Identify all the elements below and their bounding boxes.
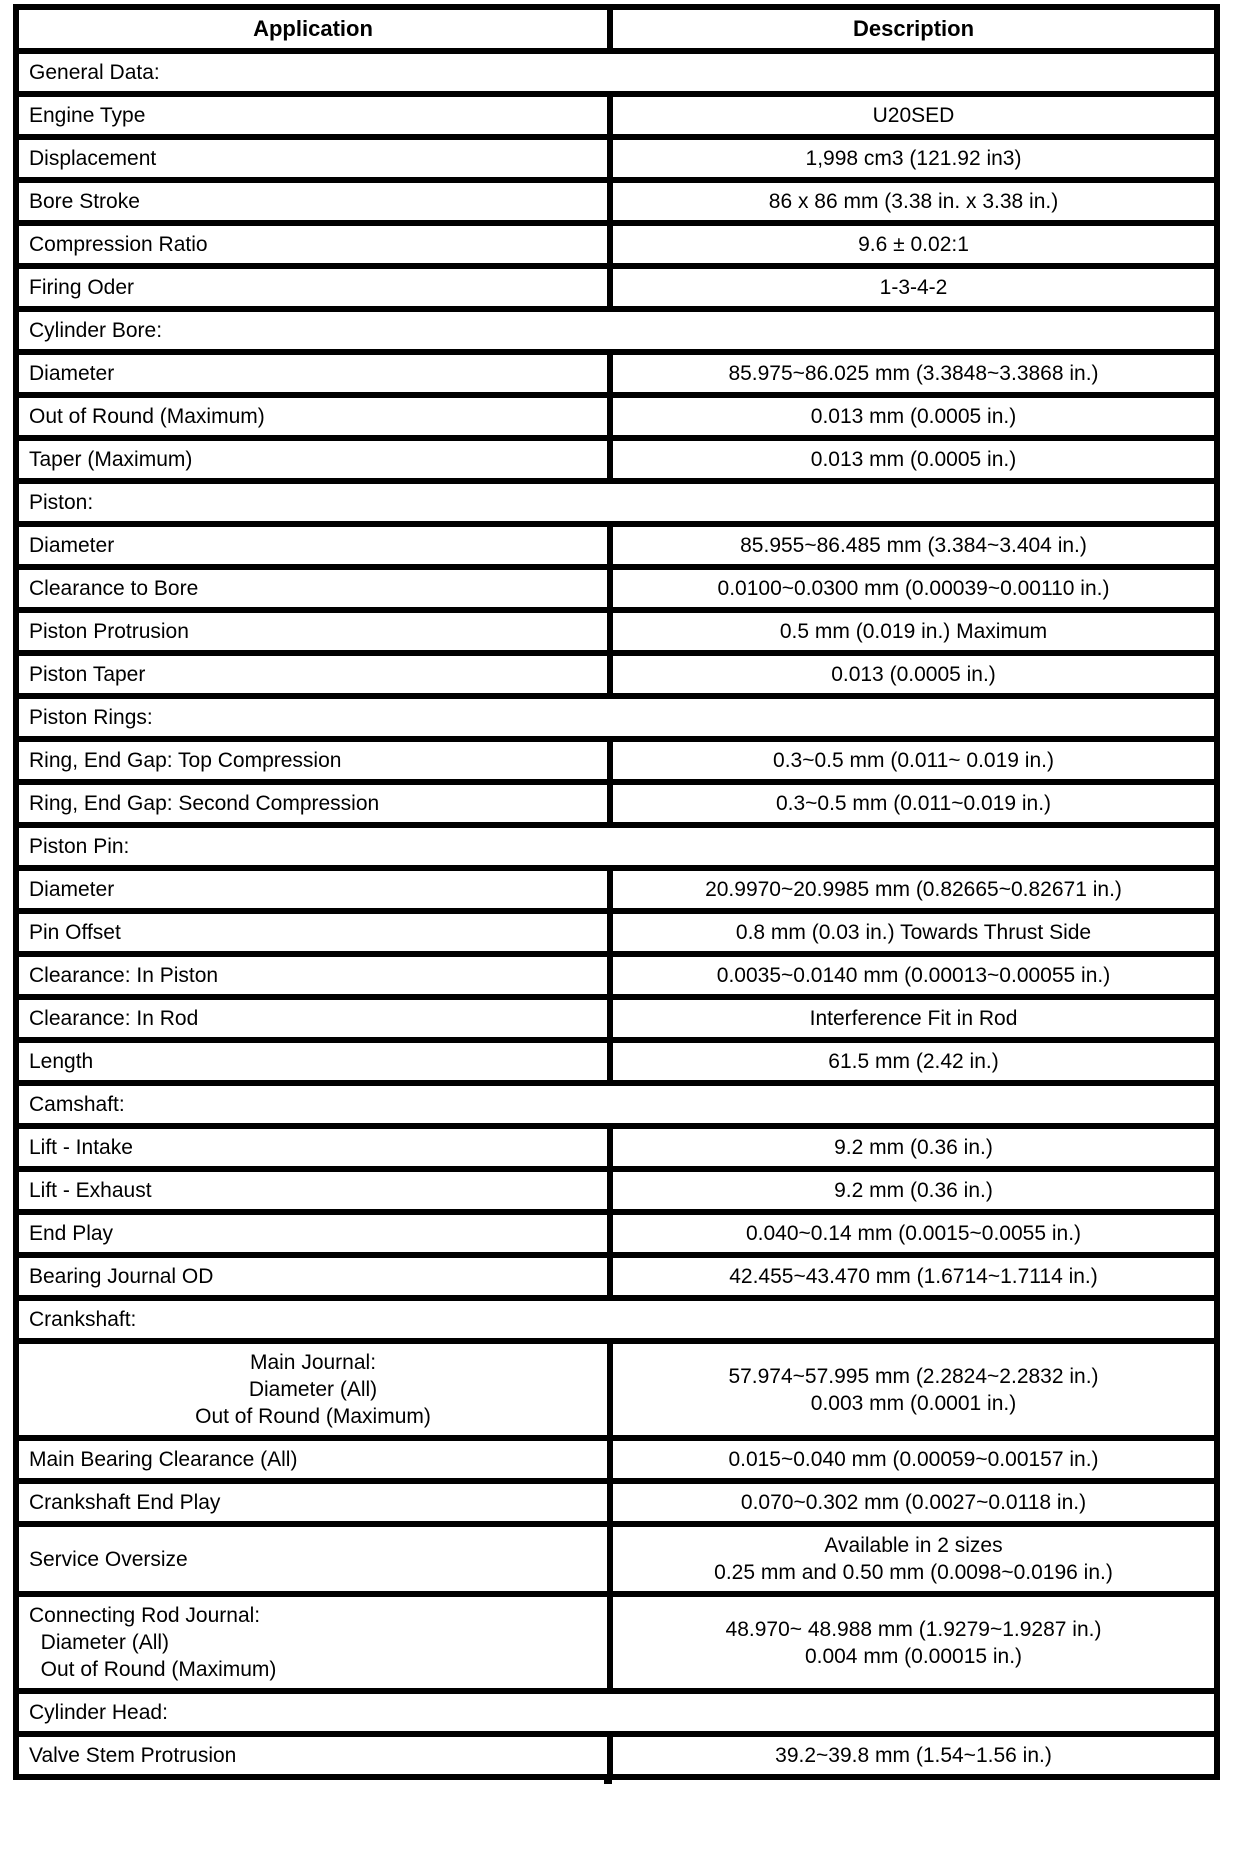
spec-row: [16, 1212, 1217, 1255]
application-line: Service Oversize: [29, 1547, 188, 1571]
application-cell: [16, 1040, 610, 1083]
description-line: 57.974~57.995 mm (2.2824~2.2832 in.): [728, 1364, 1099, 1388]
spec-row: [16, 438, 1217, 481]
application-cell: [16, 653, 610, 696]
application-cell: [16, 1594, 610, 1691]
description-line: 9.2 mm (0.36 in.): [834, 1136, 993, 1159]
application-line: Clearance to Bore: [29, 577, 199, 600]
description-line: 0.004 mm (0.00015 in.): [804, 1644, 1023, 1668]
description-cell: [610, 1438, 1217, 1481]
description-cell: [610, 653, 1217, 696]
description-line: 61.5 mm (2.42 in.): [828, 1050, 999, 1073]
description-cell: [610, 524, 1217, 567]
application-line: Clearance: In Piston: [29, 964, 219, 987]
column-header-application: Application: [16, 7, 610, 51]
application-line: Lift - Intake: [29, 1136, 133, 1159]
section-row: [16, 1691, 1217, 1734]
description-line: 0.3~0.5 mm (0.011~ 0.019 in.): [773, 749, 1054, 772]
description-line: 0.070~0.302 mm (0.0027~0.0118 in.): [740, 1491, 1087, 1514]
application-cell: [16, 137, 610, 180]
description-cell: [610, 94, 1217, 137]
section-label: Cylinder Head:: [16, 1691, 1217, 1734]
spec-row: [16, 567, 1217, 610]
description-cell: [610, 1734, 1217, 1777]
application-cell: [16, 223, 610, 266]
description-line: 0.3~0.5 mm (0.011~0.019 in.): [775, 792, 1052, 815]
description-cell: [610, 1169, 1217, 1212]
description-cell: [610, 137, 1217, 180]
description-line: 0.8 mm (0.03 in.) Towards Thrust Side: [735, 921, 1092, 944]
application-line: Clearance: In Rod: [29, 1007, 199, 1030]
application-line: Bore Stroke: [29, 190, 140, 213]
spec-row: [16, 1734, 1217, 1777]
spec-row: [16, 610, 1217, 653]
spec-row: [16, 352, 1217, 395]
description-cell: [610, 954, 1217, 997]
spec-row: [16, 1341, 1217, 1438]
application-cell: [16, 1212, 610, 1255]
application-cell: [16, 782, 610, 825]
application-cell: [16, 1255, 610, 1298]
description-line: 0.003 mm (0.0001 in.): [810, 1391, 1017, 1415]
spec-row: [16, 1169, 1217, 1212]
description-line: 42.455~43.470 mm (1.6714~1.7114 in.): [729, 1265, 1098, 1288]
description-line: U20SED: [872, 104, 955, 127]
application-line: End Play: [29, 1222, 114, 1245]
spec-row: [16, 954, 1217, 997]
application-line: Bearing Journal OD: [29, 1265, 214, 1288]
description-line: 1,998 cm3 (121.92 in3): [805, 147, 1022, 170]
application-cell: [16, 352, 610, 395]
description-line: 0.040~0.14 mm (0.0015~0.0055 in.): [745, 1222, 1082, 1245]
application-line: Out of Round (Maximum): [195, 1405, 431, 1428]
description-cell: [610, 180, 1217, 223]
application-line: Ring, End Gap: Second Compression: [29, 792, 380, 815]
application-cell: [16, 567, 610, 610]
description-cell: [610, 1255, 1217, 1298]
column-divider-stub: [604, 1779, 612, 1784]
description-line: Available in 2 sizes: [824, 1534, 1003, 1557]
spec-row: [16, 223, 1217, 266]
description-line: 9.2 mm (0.36 in.): [834, 1179, 993, 1202]
application-cell: [16, 1524, 610, 1594]
spec-row: [16, 1255, 1217, 1298]
spec-row: [16, 395, 1217, 438]
description-line: 9.6 ± 0.02:1: [858, 233, 969, 256]
application-cell: [16, 1481, 610, 1524]
application-cell: [16, 94, 610, 137]
description-cell: [610, 1481, 1217, 1524]
spec-row: [16, 1524, 1217, 1594]
description-line: 85.975~86.025 mm (3.3848~3.3868 in.): [728, 362, 1099, 385]
application-cell: [16, 180, 610, 223]
application-line: Engine Type: [29, 104, 146, 127]
application-cell: [16, 911, 610, 954]
description-line: 20.9970~20.9985 mm (0.82665~0.82671 in.): [705, 878, 1122, 901]
application-line: Diameter (All): [29, 1631, 170, 1654]
description-cell: [610, 911, 1217, 954]
application-line: Connecting Rod Journal:: [29, 1604, 261, 1627]
application-cell: [16, 438, 610, 481]
application-line: Diameter: [29, 878, 115, 901]
description-cell: [610, 1040, 1217, 1083]
section-label: Piston Rings:: [16, 696, 1217, 739]
spec-row: [16, 997, 1217, 1040]
application-line: Taper (Maximum): [29, 448, 193, 471]
application-line: Diameter (All): [248, 1378, 378, 1401]
spec-row: [16, 653, 1217, 696]
section-label: Camshaft:: [16, 1083, 1217, 1126]
section-label: Piston:: [16, 481, 1217, 524]
application-line: Displacement: [29, 147, 157, 170]
application-line: Out of Round (Maximum): [29, 405, 265, 428]
application-line: Crankshaft End Play: [29, 1491, 221, 1514]
description-cell: [610, 782, 1217, 825]
spec-table-container: [13, 4, 1220, 1780]
application-cell: [16, 1169, 610, 1212]
spec-row: [16, 137, 1217, 180]
spec-row: [16, 739, 1217, 782]
description-cell: [610, 438, 1217, 481]
application-line: Compression Ratio: [29, 233, 208, 256]
application-line: Piston Taper: [29, 663, 146, 686]
spec-row: [16, 1594, 1217, 1691]
description-line: 0.0100~0.0300 mm (0.00039~0.00110 in.): [717, 577, 1110, 600]
description-line: 0.0035~0.0140 mm (0.00013~0.00055 in.): [716, 964, 1111, 987]
section-label: Crankshaft:: [16, 1298, 1217, 1341]
application-line: Main Bearing Clearance (All): [29, 1448, 298, 1471]
section-row: [16, 481, 1217, 524]
description-line: 0.013 mm (0.0005 in.): [810, 405, 1017, 428]
section-label: Piston Pin:: [16, 825, 1217, 868]
description-line: 85.955~86.485 mm (3.384~3.404 in.): [740, 534, 1087, 557]
application-cell: [16, 997, 610, 1040]
spec-row: [16, 94, 1217, 137]
application-line: Length: [29, 1050, 94, 1073]
application-line: Pin Offset: [29, 921, 121, 944]
section-row: [16, 51, 1217, 94]
description-line: 0.25 mm and 0.50 mm (0.0098~0.0196 in.): [714, 1561, 1113, 1584]
section-row: [16, 696, 1217, 739]
description-cell: [610, 223, 1217, 266]
description-line: 39.2~39.8 mm (1.54~1.56 in.): [775, 1744, 1052, 1767]
section-row: [16, 1298, 1217, 1341]
application-line: Diameter: [29, 362, 115, 385]
application-line: Piston Protrusion: [29, 620, 189, 643]
description-cell: [610, 1594, 1217, 1691]
application-line: Out of Round (Maximum): [29, 1658, 277, 1681]
description-line: 0.013 mm (0.0005 in.): [810, 448, 1017, 471]
description-cell: [610, 1212, 1217, 1255]
application-cell: [16, 524, 610, 567]
spec-table-body: [16, 51, 1217, 1777]
description-line: 48.970~ 48.988 mm (1.9279~1.9287 in.): [725, 1617, 1102, 1641]
table-header-row: [16, 7, 1217, 51]
description-cell: [610, 997, 1217, 1040]
spec-row: [16, 524, 1217, 567]
description-cell: [610, 567, 1217, 610]
application-line: Valve Stem Protrusion: [29, 1744, 237, 1767]
spec-row: [16, 266, 1217, 309]
application-cell: [16, 1341, 610, 1438]
description-cell: [610, 352, 1217, 395]
spec-row: [16, 1040, 1217, 1083]
application-line: Firing Oder: [29, 276, 135, 299]
description-cell: [610, 1341, 1217, 1438]
description-cell: [610, 266, 1217, 309]
application-cell: [16, 1438, 610, 1481]
section-row: [16, 825, 1217, 868]
section-label: Cylinder Bore:: [16, 309, 1217, 352]
description-line: 1-3-4-2: [879, 276, 948, 299]
application-line: Ring, End Gap: Top Compression: [29, 749, 342, 772]
spec-row: [16, 1438, 1217, 1481]
spec-row: [16, 180, 1217, 223]
section-row: [16, 309, 1217, 352]
application-line: Diameter: [29, 534, 115, 557]
description-line: Interference Fit in Rod: [809, 1007, 1018, 1030]
application-cell: [16, 266, 610, 309]
application-cell: [16, 610, 610, 653]
description-cell: [610, 739, 1217, 782]
spec-row: [16, 868, 1217, 911]
section-row: [16, 1083, 1217, 1126]
description-cell: [610, 610, 1217, 653]
application-cell: [16, 739, 610, 782]
application-cell: [16, 395, 610, 438]
section-label: General Data:: [16, 51, 1217, 94]
description-cell: [610, 1126, 1217, 1169]
spec-row: [16, 782, 1217, 825]
spec-row: [16, 1481, 1217, 1524]
description-cell: [610, 868, 1217, 911]
application-cell: [16, 1734, 610, 1777]
description-cell: [610, 395, 1217, 438]
spec-row: [16, 1126, 1217, 1169]
description-line: 0.5 mm (0.019 in.) Maximum: [779, 620, 1048, 643]
description-line: 0.015~0.040 mm (0.00059~0.00157 in.): [728, 1448, 1099, 1471]
spec-row: [16, 911, 1217, 954]
description-cell: [610, 1524, 1217, 1594]
description-line: 86 x 86 mm (3.38 in. x 3.38 in.): [768, 190, 1059, 213]
application-line: Lift - Exhaust: [29, 1179, 152, 1202]
description-line: 0.013 (0.0005 in.): [831, 663, 996, 686]
application-cell: [16, 1126, 610, 1169]
column-header-description: Description: [610, 7, 1217, 51]
application-cell: [16, 954, 610, 997]
spec-table: [13, 4, 1220, 1780]
application-line: Main Journal:: [249, 1351, 377, 1374]
application-cell: [16, 868, 610, 911]
